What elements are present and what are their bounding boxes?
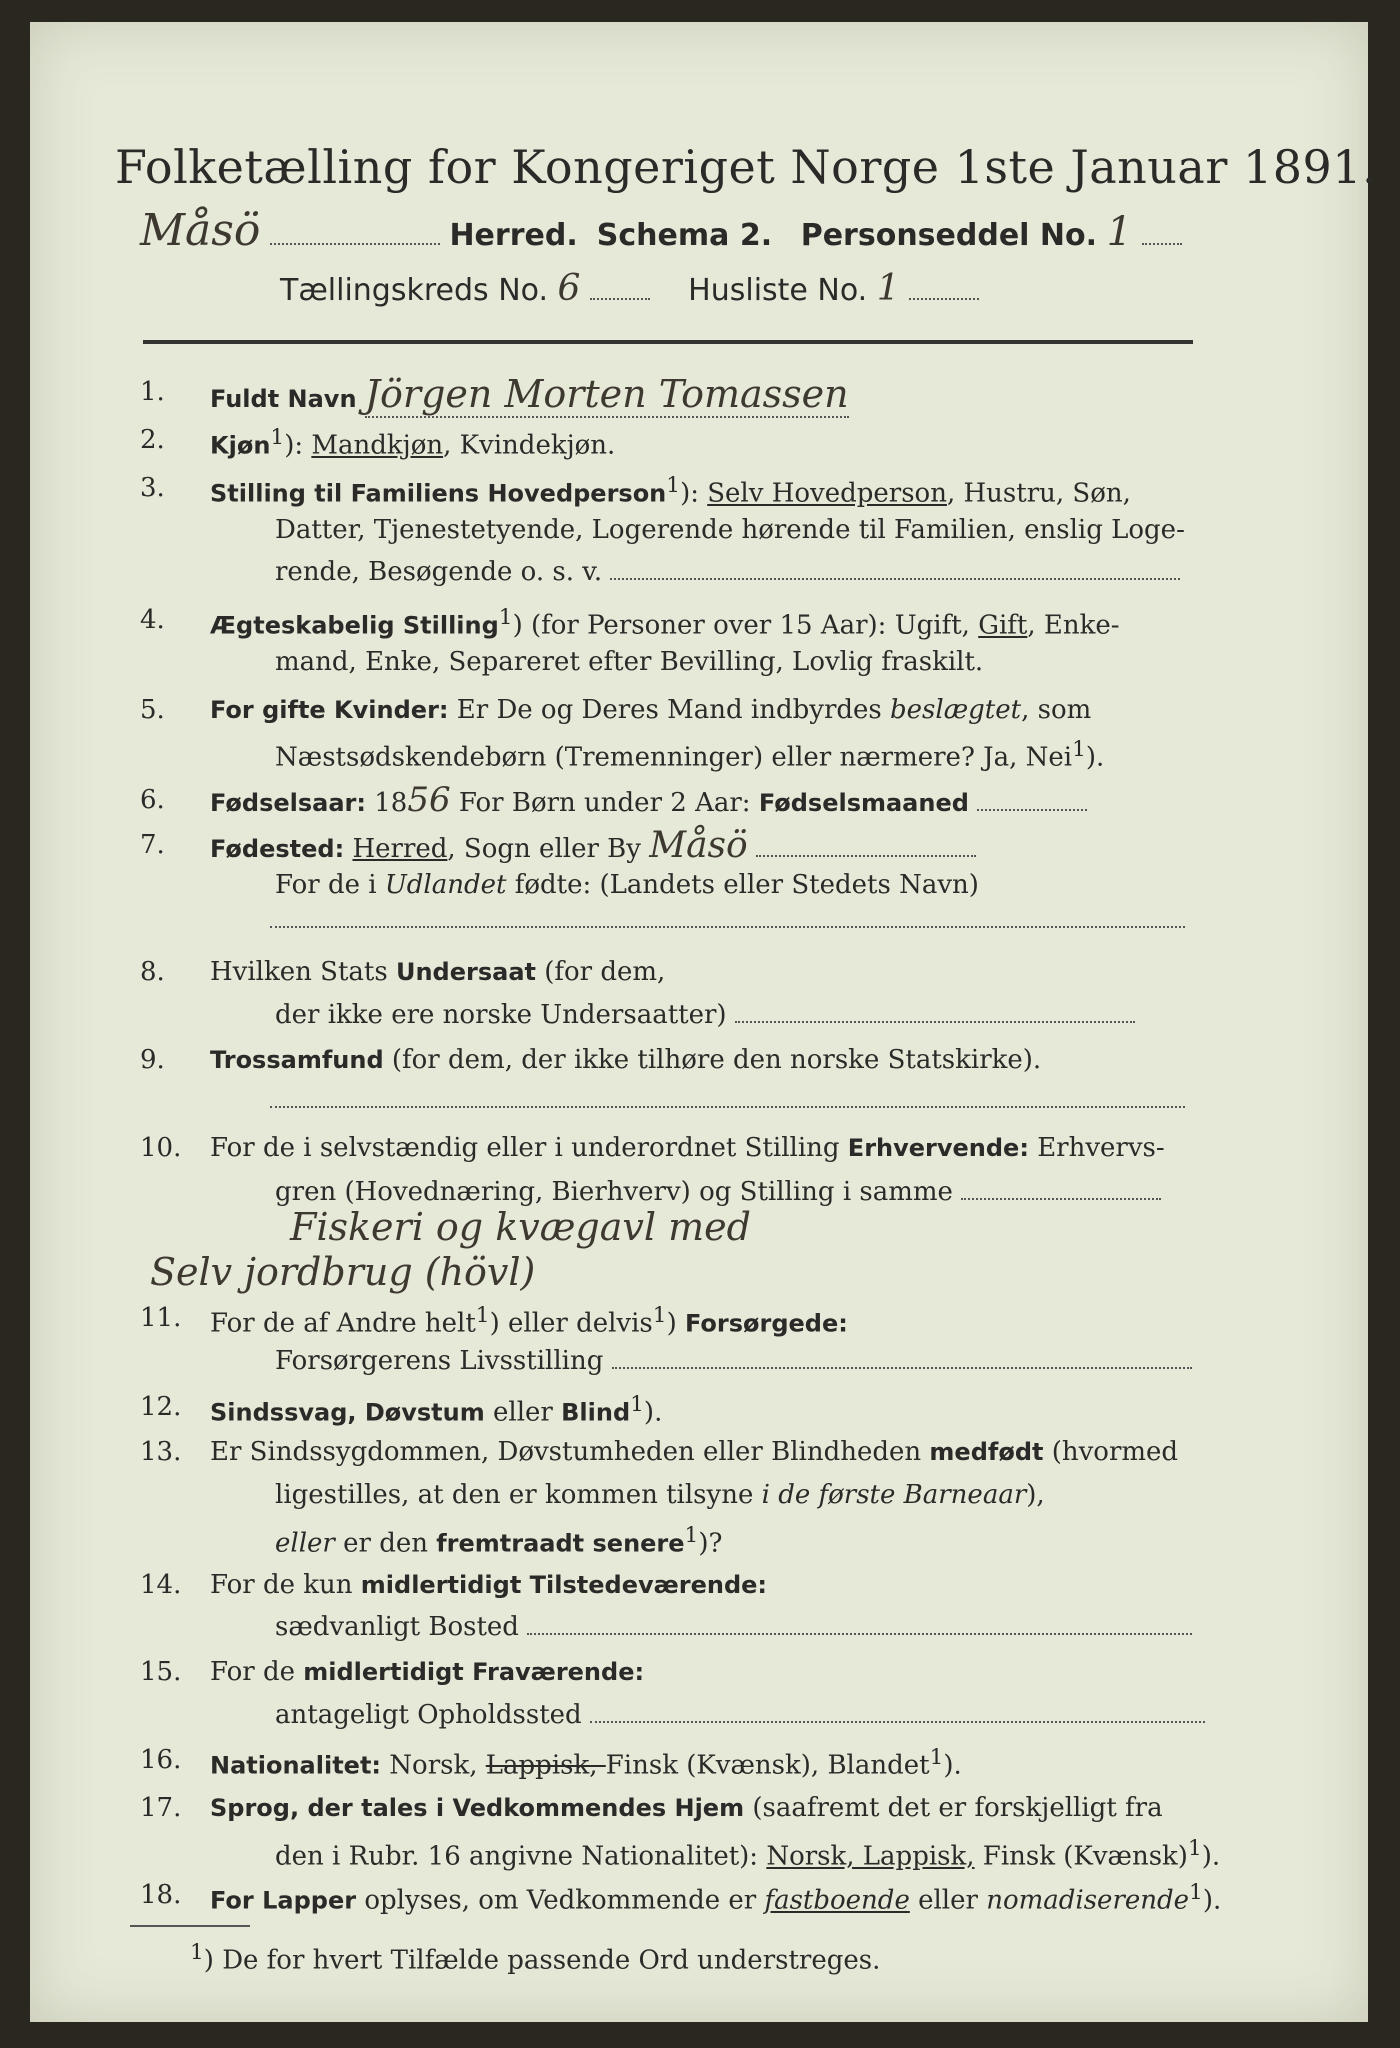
footnote-ref: 1 bbox=[1189, 1880, 1203, 1905]
text-line: mand, Enke, Separeret efter Bevilling, Lovlig fraskilt. bbox=[275, 647, 984, 677]
later-onset-label: fremtraadt senere bbox=[436, 1529, 685, 1558]
family-position-label: Stilling til Familiens Hovedperson bbox=[210, 479, 667, 508]
herred-handwritten: Måsö bbox=[140, 205, 261, 256]
text: er den bbox=[334, 1528, 437, 1559]
text: ). bbox=[1085, 742, 1105, 773]
birth-year-handwritten: 56 bbox=[407, 780, 451, 820]
dotted-fill bbox=[270, 1105, 1185, 1108]
text-line bbox=[275, 737, 1104, 773]
herred-line bbox=[140, 205, 1182, 256]
text: For de kun bbox=[210, 1570, 361, 1600]
footnote-ref: 1 bbox=[1187, 1836, 1202, 1861]
item-number: 15. bbox=[140, 1657, 182, 1687]
dotted-fill bbox=[527, 1632, 1192, 1635]
text: Er De og Deres Mand indbyrdes bbox=[448, 695, 891, 725]
item-nationality bbox=[210, 1745, 962, 1781]
item-number: 16. bbox=[140, 1745, 182, 1775]
item-dependents bbox=[210, 1303, 848, 1339]
item-married-women bbox=[210, 695, 1091, 725]
text: ): bbox=[680, 478, 708, 509]
dotted-fill bbox=[270, 925, 1185, 928]
item-number: 10. bbox=[140, 1133, 182, 1163]
text: ), bbox=[1026, 1480, 1045, 1510]
item-number: 9. bbox=[140, 1045, 165, 1075]
footnote-ref: 1 bbox=[929, 1745, 944, 1770]
item-occupation bbox=[210, 1133, 1165, 1163]
footnote-ref: 1 bbox=[475, 1303, 490, 1328]
footnote-ref: 1 bbox=[498, 605, 513, 630]
text: rende, Besøgende o. s. v. bbox=[275, 557, 603, 587]
text: antageligt Opholdssted bbox=[275, 1700, 582, 1730]
schema-label: Schema 2. bbox=[596, 218, 773, 253]
text-line bbox=[275, 1000, 1135, 1030]
text: gren (Hovednæring, Bierhverv) og Stilling i samme bbox=[275, 1177, 953, 1207]
text-line bbox=[275, 1480, 1045, 1510]
text: ). bbox=[643, 1397, 663, 1428]
dotted-fill bbox=[1142, 242, 1182, 245]
married-women-label: For gifte Kvinder: bbox=[210, 696, 449, 724]
personseddel-label: Personseddel No. bbox=[800, 218, 1098, 253]
citizenship-label: Undersaat bbox=[395, 958, 536, 986]
text: nomadiserende bbox=[986, 1885, 1190, 1916]
gender-option-male: Mandkjøn bbox=[311, 430, 444, 461]
text: 18 bbox=[366, 788, 408, 818]
text-line bbox=[275, 1700, 1205, 1730]
item-family-position bbox=[210, 473, 1131, 509]
dotted-fill bbox=[977, 808, 1087, 811]
text: fødte: (Landets eller Stedets Navn) bbox=[506, 870, 979, 900]
text: eller bbox=[275, 1528, 335, 1559]
item-marital-status bbox=[210, 605, 1120, 641]
item-number: 6. bbox=[140, 785, 165, 815]
text: ) eller delvis bbox=[489, 1308, 653, 1339]
dotted-fill bbox=[610, 577, 1180, 580]
text: ) bbox=[666, 1308, 685, 1339]
footnote-ref: 1 bbox=[1072, 737, 1086, 762]
text-line: Datter, Tjenestetyende, Logerende hørende til Familien, enslig Loge- bbox=[275, 515, 1185, 545]
occupation-handwritten-1: Fiskeri og kvægavl med bbox=[290, 1205, 751, 1249]
temporary-absent-label: midlertidigt Fraværende: bbox=[303, 1658, 645, 1686]
text: sædvanligt Bosted bbox=[275, 1612, 519, 1642]
text: For de af Andre helt bbox=[210, 1308, 476, 1339]
birth-year-label: Fødselsaar: bbox=[210, 789, 366, 817]
dotted-fill bbox=[735, 1020, 1135, 1023]
item-number: 13. bbox=[140, 1437, 182, 1467]
item-number: 11. bbox=[140, 1303, 182, 1333]
item-number: 4. bbox=[140, 605, 165, 635]
text: (for dem, bbox=[535, 957, 666, 987]
sami-label: For Lapper bbox=[210, 1886, 357, 1915]
item-religion bbox=[210, 1045, 1041, 1075]
herred-label: Herred. bbox=[449, 218, 578, 253]
item-temporary-absent bbox=[210, 1657, 644, 1687]
congenital-label: medfødt bbox=[929, 1438, 1044, 1466]
text: eller bbox=[484, 1397, 562, 1428]
item-gender bbox=[210, 425, 615, 461]
text: Finsk (Kvænsk), Blandet bbox=[605, 1750, 930, 1781]
footnote-ref: 1 bbox=[190, 1940, 204, 1965]
item-number: 18. bbox=[140, 1880, 182, 1910]
item-full-name bbox=[210, 372, 849, 416]
text: ) (for Personer over 15 Aar): Ugift, bbox=[512, 610, 979, 641]
footnote bbox=[190, 1940, 880, 1976]
text: Hvilken Stats bbox=[210, 957, 396, 987]
text: (hvormed bbox=[1043, 1437, 1179, 1467]
item-number: 1. bbox=[140, 377, 165, 407]
item-number: 14. bbox=[140, 1570, 182, 1600]
birth-month-label: Fødselsmaaned bbox=[758, 789, 969, 817]
nationality-label: Nationalitet: bbox=[210, 1751, 382, 1780]
dotted-fill bbox=[909, 297, 979, 300]
text: )? bbox=[698, 1528, 723, 1559]
item-number: 5. bbox=[140, 695, 165, 725]
dotted-fill bbox=[590, 297, 650, 300]
text: Udlandet bbox=[384, 870, 507, 900]
dotted-fill bbox=[270, 242, 440, 245]
dotted-fill bbox=[961, 1197, 1161, 1200]
text: , Sogn eller By bbox=[447, 834, 641, 864]
birthplace-handwritten: Måsö bbox=[649, 825, 748, 866]
footnote-ref: 1 bbox=[652, 1303, 667, 1328]
husliste-label: Husliste No. bbox=[688, 273, 868, 308]
text-line bbox=[270, 1085, 1185, 1115]
item-number: 2. bbox=[140, 425, 165, 455]
text-line bbox=[275, 557, 1180, 587]
form-title: Folketælling for Kongeriget Norge 1ste Januar 1891. bbox=[115, 140, 1378, 194]
kreds-label: Tællingskreds No. bbox=[280, 273, 548, 308]
item-language bbox=[210, 1793, 1163, 1823]
language-label: Sprog, der tales i Vedkommendes Hjem bbox=[210, 1794, 745, 1822]
full-name-label: Fuldt Navn bbox=[210, 385, 357, 413]
text-line bbox=[275, 1346, 1192, 1376]
footnote-ref: 1 bbox=[630, 1392, 644, 1417]
text-line bbox=[275, 1177, 1161, 1207]
occupation-handwritten-2: Selv jordbrug (hövl) bbox=[150, 1250, 536, 1294]
religion-label: Trossamfund bbox=[210, 1046, 384, 1074]
temporary-present-label: midlertidigt Tilstedeværende: bbox=[360, 1571, 768, 1599]
item-number: 17. bbox=[140, 1793, 182, 1823]
footnote-ref: 1 bbox=[270, 425, 285, 450]
language-selected: Norsk, Lappisk, bbox=[766, 1841, 975, 1872]
text: For de bbox=[210, 1657, 304, 1687]
text: For de i selvstændig eller i underordnet Stilling bbox=[210, 1133, 848, 1163]
occupation-label: Erhvervende: bbox=[847, 1134, 1029, 1162]
text-line bbox=[275, 870, 979, 900]
footnote-ref: 1 bbox=[666, 473, 681, 498]
text-line bbox=[275, 1836, 1220, 1872]
struck-option: Lappisk, bbox=[485, 1750, 606, 1781]
personseddel-handwritten: 1 bbox=[1106, 209, 1133, 255]
text: ): bbox=[284, 430, 312, 461]
item-number: 8. bbox=[140, 957, 165, 987]
text: Norsk, bbox=[381, 1750, 486, 1781]
item-temporary-present bbox=[210, 1570, 767, 1600]
text: Erhvervs- bbox=[1028, 1133, 1165, 1163]
item-sami bbox=[210, 1880, 1221, 1916]
text: beslægtet bbox=[890, 695, 1022, 725]
text: , som bbox=[1021, 695, 1092, 725]
text: eller bbox=[909, 1885, 987, 1916]
text: i de første Barneaar bbox=[761, 1480, 1027, 1510]
text-line bbox=[275, 1523, 722, 1559]
text: For Børn under 2 Aar: bbox=[450, 788, 759, 818]
text: fastboende bbox=[764, 1885, 910, 1916]
footnote-ref: 1 bbox=[684, 1523, 699, 1548]
text-line bbox=[270, 905, 1185, 935]
dotted-fill bbox=[756, 854, 976, 857]
item-congenital bbox=[210, 1437, 1178, 1467]
item-number: 7. bbox=[140, 830, 165, 860]
text: Finsk (Kvænsk) bbox=[974, 1841, 1188, 1872]
text: Forsørgerens Livsstilling bbox=[275, 1346, 604, 1376]
text: , Hustru, Søn, bbox=[946, 478, 1131, 509]
text: ). bbox=[1202, 1885, 1222, 1916]
dotted-fill bbox=[590, 1720, 1205, 1723]
family-position-selected: Selv Hovedperson bbox=[707, 478, 947, 509]
birthplace-selected: Herred bbox=[352, 834, 448, 864]
text: ). bbox=[1201, 1841, 1221, 1872]
full-name-handwritten: Jörgen Morten Tomassen bbox=[364, 372, 849, 416]
disability-label: Sindssvag, Døvstum bbox=[210, 1398, 485, 1427]
text: For de i bbox=[275, 870, 385, 900]
text: den i Rubr. 16 angivne Nationalitet): bbox=[275, 1841, 767, 1872]
header-rule bbox=[143, 340, 1193, 344]
text: , Enke- bbox=[1027, 610, 1120, 641]
footnote-rule bbox=[130, 1925, 250, 1927]
text: Næstsødskendebørn (Tremenninger) eller nærmere? Ja, Nei bbox=[275, 742, 1073, 773]
dotted-fill bbox=[612, 1366, 1192, 1369]
item-birth-year bbox=[210, 780, 1087, 820]
blind-label: Blind bbox=[561, 1398, 631, 1427]
text: (saafremt det er forskjelligt fra bbox=[744, 1793, 1163, 1823]
item-citizenship bbox=[210, 957, 665, 987]
item-number: 3. bbox=[140, 473, 165, 503]
gender-label: Kjøn bbox=[210, 431, 271, 460]
birthplace-label: Fødested: bbox=[210, 835, 345, 863]
item-birthplace bbox=[210, 825, 976, 866]
husliste-handwritten: 1 bbox=[876, 268, 900, 309]
text: Er Sindssygdommen, Døvstumheden eller Blindheden bbox=[210, 1437, 930, 1467]
text: oplyses, om Vedkommende er bbox=[356, 1885, 765, 1916]
kreds-line bbox=[280, 268, 979, 309]
footnote-text: ) De for hvert Tilfælde passende Ord understreges. bbox=[203, 1945, 881, 1976]
dependents-label: Forsørgede: bbox=[684, 1309, 848, 1338]
text: ). bbox=[943, 1750, 962, 1781]
item-disability bbox=[210, 1392, 662, 1428]
text: , Kvindekjøn. bbox=[443, 430, 616, 461]
marital-status-label: Ægteskabelig Stilling bbox=[210, 611, 499, 640]
marital-status-selected: Gift bbox=[978, 610, 1028, 641]
text: der ikke ere norske Undersaatter) bbox=[275, 1000, 727, 1030]
text: (for dem, der ikke tilhøre den norske Statskirke). bbox=[383, 1045, 1042, 1075]
text: ligestilles, at den er kommen tilsyne bbox=[275, 1480, 762, 1510]
item-number: 12. bbox=[140, 1392, 182, 1422]
text-line bbox=[275, 1612, 1192, 1642]
kreds-handwritten: 6 bbox=[557, 268, 581, 309]
